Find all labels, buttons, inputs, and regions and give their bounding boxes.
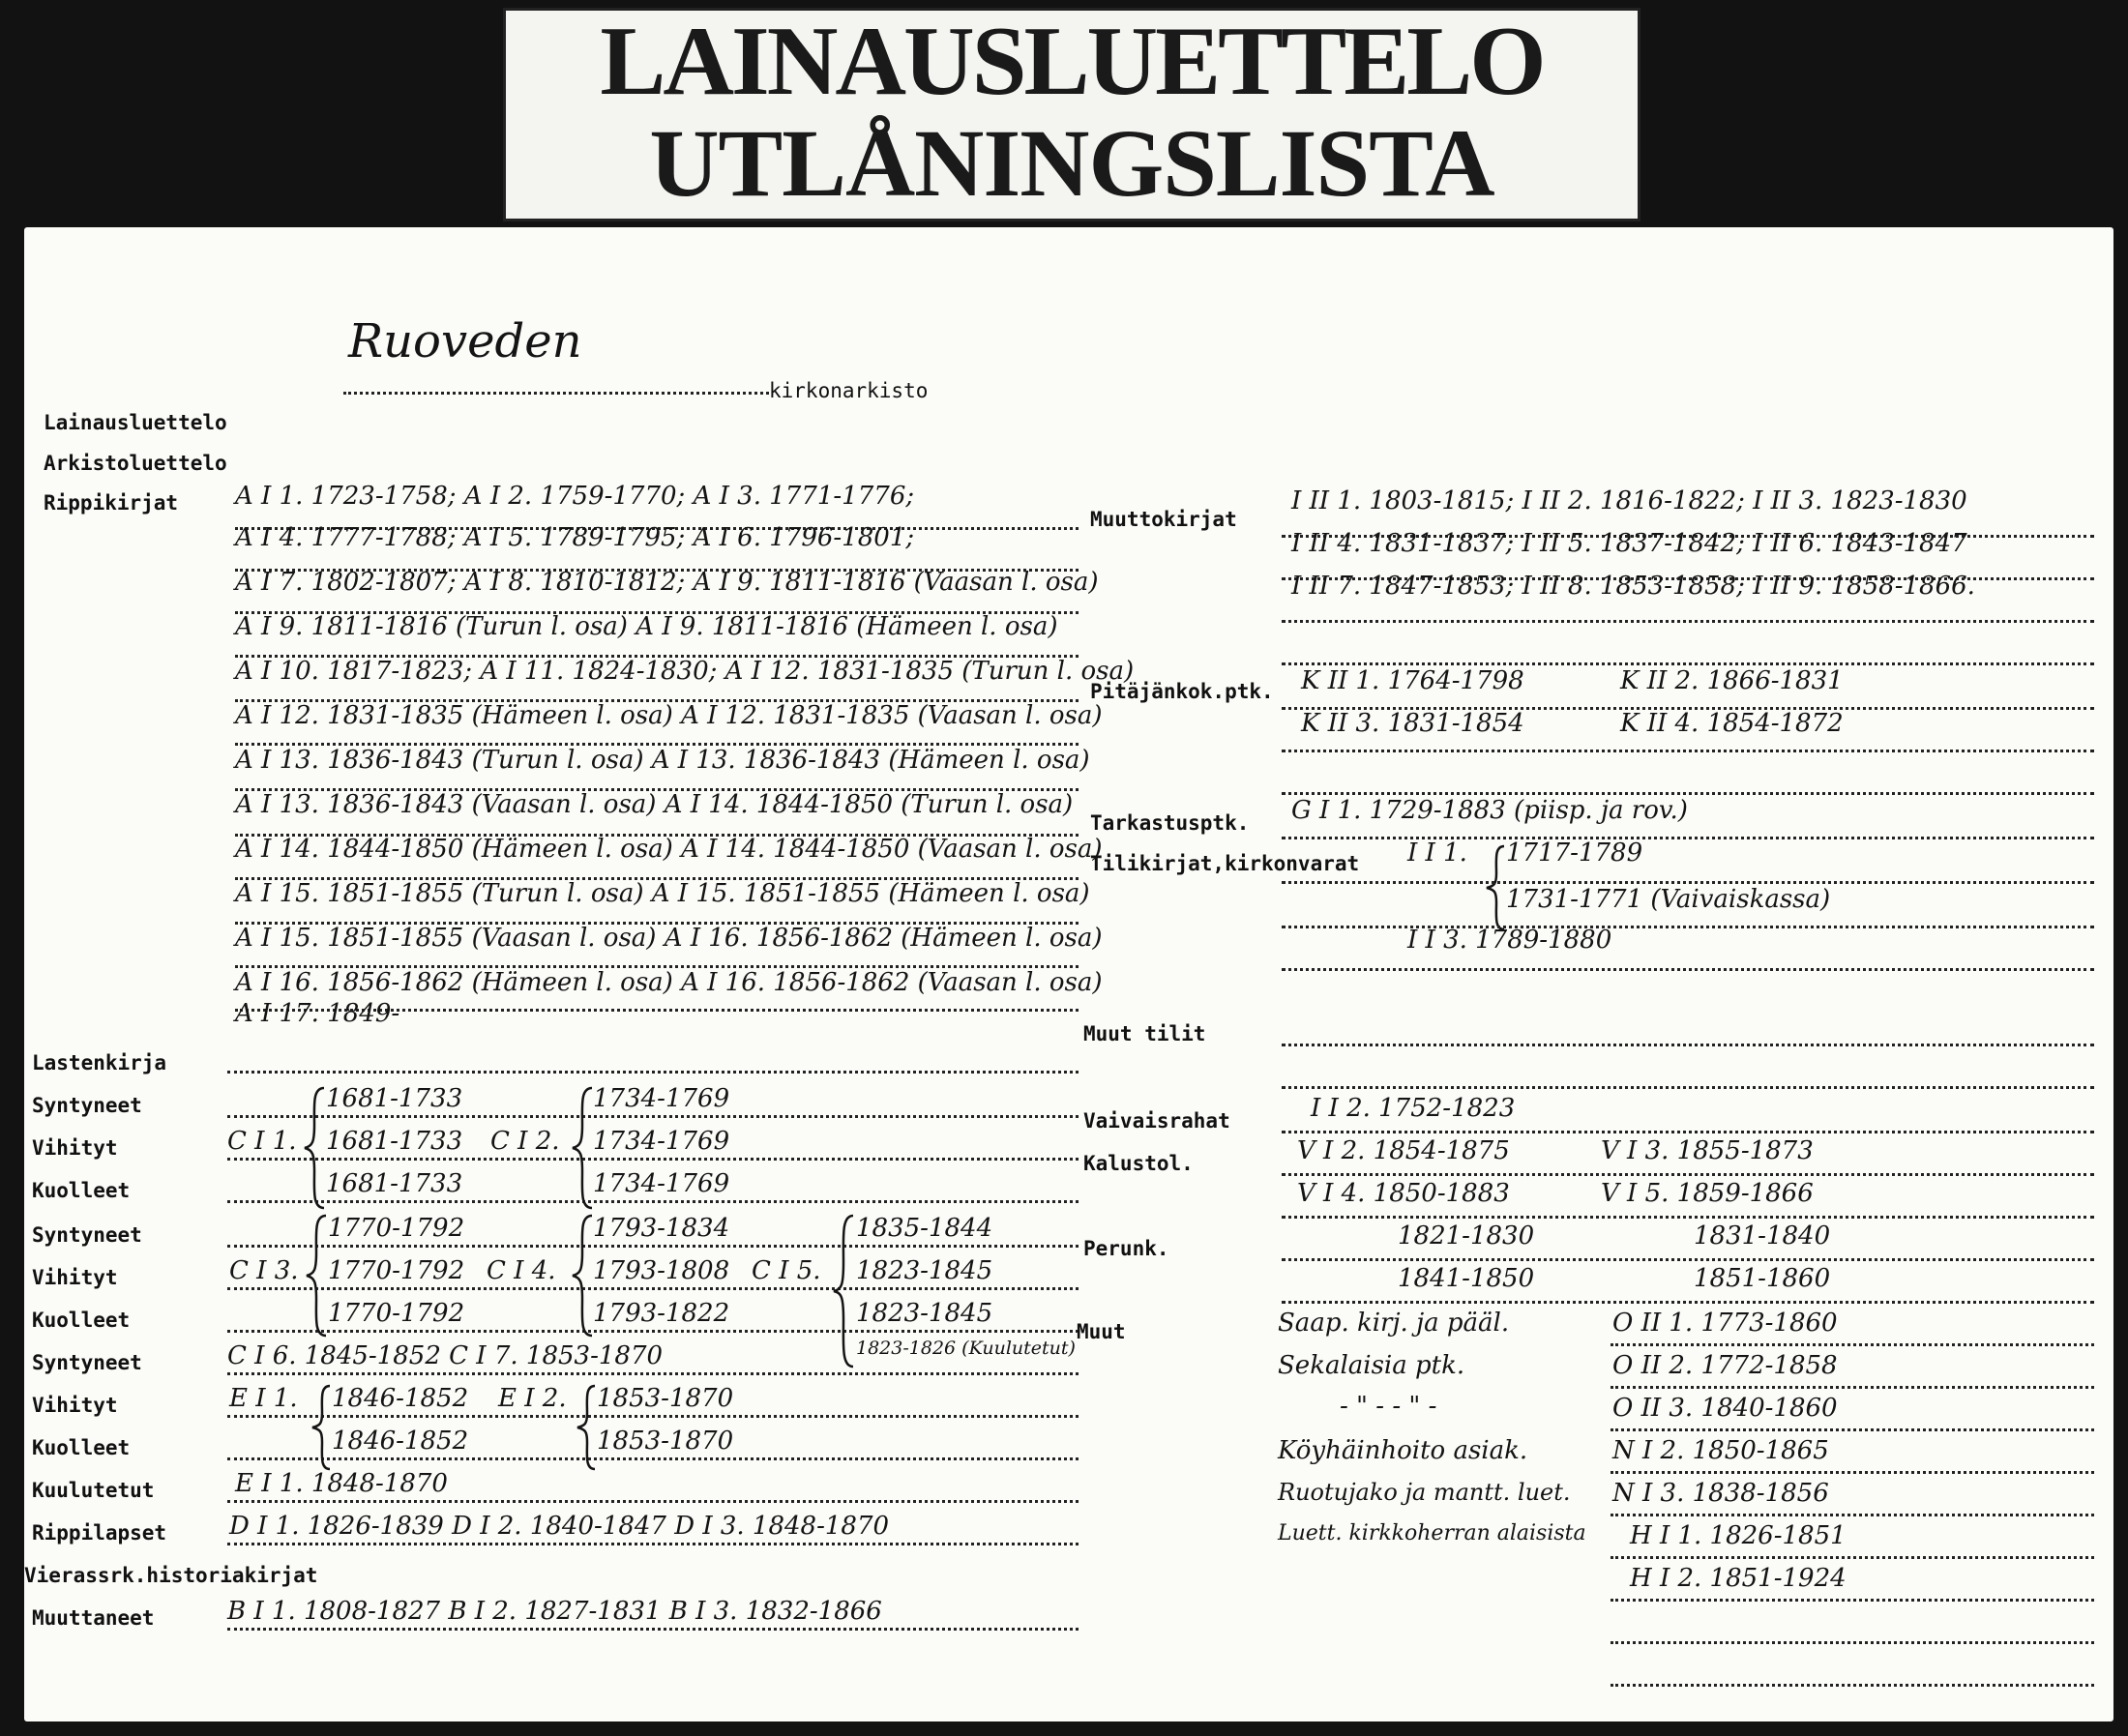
- label-syntyneet: Syntyneet: [32, 1351, 142, 1374]
- volume-id: C I 1.: [227, 1127, 297, 1156]
- title-swedish: UTLÅNINGSLISTA: [649, 109, 1494, 217]
- year-range: 1681-1733: [326, 1169, 463, 1198]
- curly-brace: [832, 1214, 855, 1368]
- label-vihityt: Vihityt: [32, 1266, 118, 1289]
- perunk-entry: 1841-1850: [1398, 1264, 1535, 1293]
- label-arkistoluettelo: Arkistoluettelo: [44, 452, 227, 475]
- label-tilikirjat: Tilikirjat,kirkonvarat: [1090, 852, 1360, 875]
- label-rippikirjat: Rippikirjat: [44, 491, 179, 515]
- muut-description: Saap. kirj. ja pääl.: [1278, 1309, 1510, 1338]
- archive-card: [24, 227, 2113, 1721]
- muut-entry: O II 2. 1772-1858: [1612, 1351, 1838, 1380]
- dotted-line: [1611, 1599, 2094, 1602]
- year-range: 1853-1870: [597, 1384, 734, 1413]
- dotted-line: [1282, 1044, 2094, 1046]
- dotted-line: [227, 1628, 1079, 1631]
- title-stamp: [503, 8, 1640, 221]
- dotted-line: [1282, 620, 2094, 623]
- year-range: 1823-1845: [856, 1256, 993, 1285]
- year-range: 1823-1845: [856, 1299, 993, 1328]
- muut-entry: O II 1. 1773-1860: [1612, 1309, 1838, 1338]
- year-range: 1717-1789: [1506, 839, 1643, 868]
- dotted-line: [227, 1372, 1079, 1375]
- title-finnish: LAINAUSLUETTELO: [600, 7, 1544, 116]
- dotted-line: [1282, 1173, 2094, 1176]
- tilikirjat-entry: I I 3. 1789-1880: [1407, 926, 1612, 955]
- dotted-line: [1282, 1086, 2094, 1089]
- dotted-line: [1282, 662, 2094, 665]
- archive-suffix: kirkonarkisto: [769, 379, 929, 402]
- label-syntyneet: Syntyneet: [32, 1094, 142, 1117]
- dotted-line: [227, 1115, 1079, 1118]
- volume-id: E I 2.: [498, 1384, 567, 1413]
- dotted-line: [227, 1457, 1079, 1460]
- muuttokirja-row: I II 1. 1803-1815; I II 2. 1816-1822; I II 3. 1823-1830: [1291, 486, 1967, 515]
- volume-id: C I 5.: [752, 1256, 821, 1285]
- parish-name: Ruoveden: [348, 314, 582, 368]
- rippikirja-row: A I 12. 1831-1835 (Hämeen l. osa) A I 12. 1831-1835 (Vaasan l. osa): [235, 701, 1103, 730]
- muuttaneet-entry: B I 1. 1808-1827 B I 2. 1827-1831 B I 3. 1832-1866: [227, 1597, 882, 1626]
- kalustol-entry: V I 5. 1859-1866: [1601, 1179, 1814, 1208]
- curly-brace: [305, 1214, 328, 1338]
- dotted-line: [227, 1543, 1079, 1545]
- dotted-line: [227, 1071, 1079, 1074]
- year-range: 1770-1792: [328, 1214, 465, 1243]
- year-range: 1734-1769: [593, 1127, 730, 1156]
- muut-entry: N I 3. 1838-1856: [1612, 1479, 1829, 1508]
- rippilapset-entry: D I 1. 1826-1839 D I 2. 1840-1847 D I 3. 1848-1870: [229, 1512, 890, 1541]
- muut-entry: H I 1. 1826-1851: [1630, 1521, 1847, 1550]
- label-vaivaisrahat: Vaivaisrahat: [1083, 1109, 1230, 1133]
- rippikirja-row: A I 17. 1849-: [235, 999, 400, 1028]
- label-lainausluettelo: Lainausluettelo: [44, 411, 227, 434]
- label-muuttaneet: Muuttaneet: [32, 1606, 155, 1630]
- label-rippilapset: Rippilapset: [32, 1521, 167, 1545]
- dotted-line: [1611, 1641, 2094, 1644]
- curly-brace: [1485, 844, 1506, 931]
- muut-entry: O II 3. 1840-1860: [1612, 1394, 1838, 1423]
- dotted-line: [1282, 926, 2094, 928]
- rippikirja-row: A I 4. 1777-1788; A I 5. 1789-1795; A I 6. 1796-1801;: [235, 523, 915, 552]
- volume-id: C I 3.: [229, 1256, 299, 1285]
- muut-description: Sekalaisia ptk.: [1278, 1351, 1465, 1380]
- label-perunk: Perunk.: [1083, 1237, 1169, 1260]
- kuulutetut-entry: E I 1. 1848-1870: [235, 1469, 448, 1498]
- dotted-line: [1282, 837, 2094, 839]
- volume-id: I I 1.: [1407, 839, 1467, 868]
- year-range: 1770-1792: [328, 1256, 465, 1285]
- year-range: 1793-1822: [593, 1299, 730, 1328]
- pitajankok-entry: K II 1. 1764-1798: [1301, 666, 1524, 695]
- label-lastenkirja: Lastenkirja: [32, 1051, 167, 1074]
- dotted-line: [1611, 1343, 2094, 1346]
- muuttokirja-row: I II 7. 1847-1853; I II 8. 1853-1858; I II 9. 1858-1866.: [1291, 572, 1975, 601]
- year-range: 1734-1769: [593, 1084, 730, 1113]
- year-range: 1793-1834: [593, 1214, 730, 1243]
- kalustol-entry: V I 4. 1850-1883: [1297, 1179, 1510, 1208]
- dotted-line: [1611, 1428, 2094, 1431]
- dotted-line: [343, 392, 769, 395]
- dotted-line: [1282, 968, 2094, 971]
- perunk-entry: 1821-1830: [1398, 1221, 1535, 1251]
- muut-description: Köyhäinhoito asiak.: [1278, 1436, 1528, 1465]
- muut-description: Ruotujako ja mantt. luet.: [1278, 1479, 1571, 1506]
- rippikirja-row: A I 9. 1811-1816 (Turun l. osa) A I 9. 1811-1816 (Hämeen l. osa): [235, 612, 1058, 641]
- label-kuolleet: Kuolleet: [32, 1436, 131, 1459]
- dotted-line: [1282, 1131, 2094, 1133]
- curly-brace: [310, 1384, 332, 1471]
- label-kuolleet: Kuolleet: [32, 1179, 131, 1202]
- pitajankok-entry: K II 4. 1854-1872: [1620, 709, 1844, 738]
- perunk-entry: 1851-1860: [1694, 1264, 1831, 1293]
- rippikirja-row: A I 15. 1851-1855 (Turun l. osa) A I 15. 1851-1855 (Hämeen l. osa): [235, 879, 1090, 908]
- year-range: 1731-1771 (Vaivaiskassa): [1506, 885, 1831, 914]
- dotted-line: [227, 1330, 1079, 1333]
- rippikirja-row: A I 10. 1817-1823; A I 11. 1824-1830; A I 12. 1831-1835 (Turun l. osa): [235, 657, 1135, 686]
- label-muuttilit: Muut tilit: [1083, 1022, 1206, 1045]
- label-kalustol: Kalustol.: [1083, 1152, 1194, 1175]
- muut-description: - " - - " -: [1340, 1392, 1437, 1421]
- pitajankok-entry: K II 3. 1831-1854: [1301, 709, 1524, 738]
- muuttokirja-row: I II 4. 1831-1837; I II 5. 1837-1842; I II 6. 1843-1847: [1291, 529, 1967, 558]
- volume-id: E I 1.: [229, 1384, 298, 1413]
- dotted-line: [1282, 750, 2094, 752]
- year-range: 1846-1852: [332, 1427, 469, 1456]
- year-range: 1853-1870: [597, 1427, 734, 1456]
- pitajankok-entry: K II 2. 1866-1831: [1620, 666, 1844, 695]
- label-pitajankok: Pitäjänkok.ptk.: [1090, 680, 1274, 703]
- kalustol-entry: V I 2. 1854-1875: [1297, 1136, 1510, 1165]
- dotted-line: [227, 1287, 1079, 1290]
- year-range: 1681-1733: [326, 1127, 463, 1156]
- dotted-line: [1282, 1258, 2094, 1261]
- year-range: 1770-1792: [328, 1299, 465, 1328]
- vaivaisrahat-entry: I I 2. 1752-1823: [1311, 1094, 1516, 1123]
- syntyneet-entry: C I 6. 1845-1852 C I 7. 1853-1870: [227, 1341, 664, 1370]
- year-range: 1681-1733: [326, 1084, 463, 1113]
- curly-brace: [303, 1086, 326, 1210]
- label-vierassrk: Vierassrk.historiakirjat: [24, 1564, 318, 1587]
- label-vihityt: Vihityt: [32, 1136, 118, 1160]
- label-tarkastusptk: Tarkastusptk.: [1090, 811, 1250, 835]
- dotted-line: [227, 1158, 1079, 1161]
- year-range: 1823-1826 (Kuulutetut): [856, 1338, 1076, 1359]
- rippikirja-row: A I 15. 1851-1855 (Vaasan l. osa) A I 16. 1856-1862 (Hämeen l. osa): [235, 924, 1103, 953]
- curly-brace: [571, 1214, 594, 1338]
- year-range: 1835-1844: [856, 1214, 993, 1243]
- dotted-line: [227, 1500, 1079, 1503]
- dotted-line: [1611, 1386, 2094, 1389]
- dotted-line: [1611, 1684, 2094, 1687]
- rippikirja-row: A I 1. 1723-1758; A I 2. 1759-1770; A I 3. 1771-1776;: [235, 482, 915, 511]
- label-kuolleet: Kuolleet: [32, 1309, 131, 1332]
- dotted-line: [1611, 1471, 2094, 1474]
- dotted-line: [1282, 792, 2094, 795]
- rippikirja-row: A I 13. 1836-1843 (Vaasan l. osa) A I 14. 1844-1850 (Turun l. osa): [235, 790, 1074, 819]
- muut-entry: N I 2. 1850-1865: [1612, 1436, 1829, 1465]
- volume-id: C I 4.: [487, 1256, 556, 1285]
- dotted-line: [1282, 1216, 2094, 1219]
- dotted-line: [1611, 1514, 2094, 1516]
- tarkastusptk-entry: G I 1. 1729-1883 (piisp. ja rov.): [1291, 796, 1688, 825]
- dotted-line: [227, 1200, 1079, 1203]
- label-muuttokirjat: Muuttokirjat: [1090, 508, 1237, 531]
- perunk-entry: 1831-1840: [1694, 1221, 1831, 1251]
- label-muut: Muut: [1077, 1320, 1126, 1343]
- muut-description: Luett. kirkkoherran alaisista: [1278, 1521, 1586, 1545]
- curly-brace: [576, 1384, 597, 1471]
- dotted-line: [227, 1415, 1079, 1418]
- year-range: 1793-1808: [593, 1256, 730, 1285]
- rippikirja-row: A I 13. 1836-1843 (Turun l. osa) A I 13. 1836-1843 (Hämeen l. osa): [235, 746, 1090, 775]
- label-kuulutetut: Kuulutetut: [32, 1479, 155, 1502]
- rippikirja-row: A I 14. 1844-1850 (Hämeen l. osa) A I 14. 1844-1850 (Vaasan l. osa): [235, 835, 1103, 864]
- dotted-line: [1282, 1301, 2094, 1304]
- label-syntyneet: Syntyneet: [32, 1223, 142, 1247]
- year-range: 1846-1852: [332, 1384, 469, 1413]
- label-vihityt: Vihityt: [32, 1394, 118, 1417]
- rippikirja-row: A I 7. 1802-1807; A I 8. 1810-1812; A I 9. 1811-1816 (Vaasan l. osa): [235, 568, 1099, 597]
- muut-entry: H I 2. 1851-1924: [1630, 1564, 1847, 1593]
- dotted-line: [227, 1245, 1079, 1248]
- volume-id: C I 2.: [490, 1127, 560, 1156]
- dotted-line: [1282, 881, 2094, 884]
- curly-brace: [571, 1086, 594, 1210]
- kalustol-entry: V I 3. 1855-1873: [1601, 1136, 1814, 1165]
- dotted-line: [1611, 1556, 2094, 1559]
- year-range: 1734-1769: [593, 1169, 730, 1198]
- rippikirja-row: A I 16. 1856-1862 (Hämeen l. osa) A I 16. 1856-1862 (Vaasan l. osa): [235, 968, 1103, 997]
